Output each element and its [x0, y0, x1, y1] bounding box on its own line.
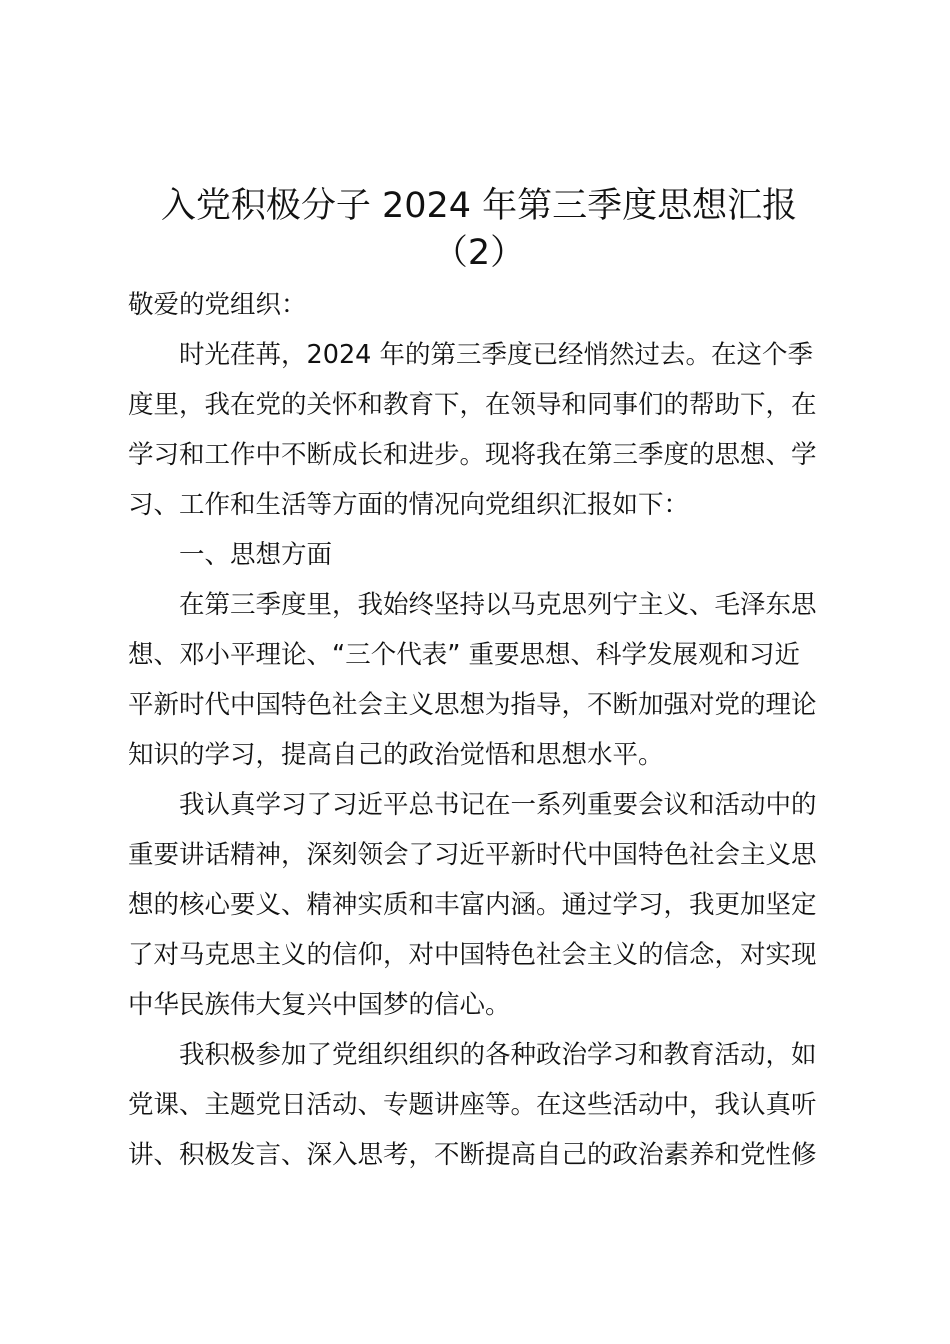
- paragraph-line: 我认真学习了习近平总书记在一系列重要会议和活动中的: [179, 790, 817, 820]
- paragraph-line: 想、邓小平理论、“三个代表” 重要思想、科学发展观和习近: [128, 640, 801, 670]
- paragraph-line: 重要讲话精神，深刻领会了习近平新时代中国特色社会主义思: [128, 840, 817, 870]
- document-body: [128, 280, 833, 1180]
- paragraph-line: 讲、积极发言、深入思考，不断提高自己的政治素养和党性修: [128, 1140, 817, 1170]
- paragraph-line: 度里，我在党的关怀和教育下，在领导和同事们的帮助下，在: [128, 390, 817, 420]
- paragraph-2: [128, 580, 833, 780]
- paragraph-line: 时光荏苒，2024 年的第三季度已经悄然过去。在这个季: [179, 340, 814, 370]
- paragraph-line: 知识的学习，提高自己的政治觉悟和思想水平。: [128, 740, 664, 770]
- section-heading: 一、思想方面: [179, 540, 333, 570]
- paragraph-line: 习、工作和生活等方面的情况向党组织汇报如下：: [128, 490, 690, 520]
- paragraph-line: 学习和工作中不断成长和进步。现将我在第三季度的思想、学: [128, 440, 817, 470]
- document-title-line-2: （2）: [432, 233, 526, 273]
- section-heading-thought: [128, 530, 833, 580]
- paragraph-line: 平新时代中国特色社会主义思想为指导，不断加强对党的理论: [128, 690, 817, 720]
- paragraph-line: 我积极参加了党组织组织的各种政治学习和教育活动，如: [179, 1040, 817, 1070]
- paragraph-line: 想的核心要义、精神实质和丰富内涵。通过学习，我更加坚定: [128, 890, 817, 920]
- paragraph-line: 中华民族伟大复兴中国梦的信心。: [128, 990, 511, 1020]
- paragraph-line: 了对马克思主义的信仰，对中国特色社会主义的信念，对实现: [128, 940, 817, 970]
- paragraph-3: [128, 780, 833, 1030]
- salutation: 敬爱的党组织：: [128, 290, 307, 320]
- paragraph-4: [128, 1030, 833, 1180]
- paragraph-1: [128, 330, 833, 530]
- paragraph-line: 在第三季度里，我始终坚持以马克思列宁主义、毛泽东思: [179, 590, 817, 620]
- paragraph-line: 党课、主题党日活动、专题讲座等。在这些活动中，我认真听: [128, 1090, 817, 1120]
- document-title-line-1: 入党积极分子 2024 年第三季度思想汇报: [160, 186, 798, 226]
